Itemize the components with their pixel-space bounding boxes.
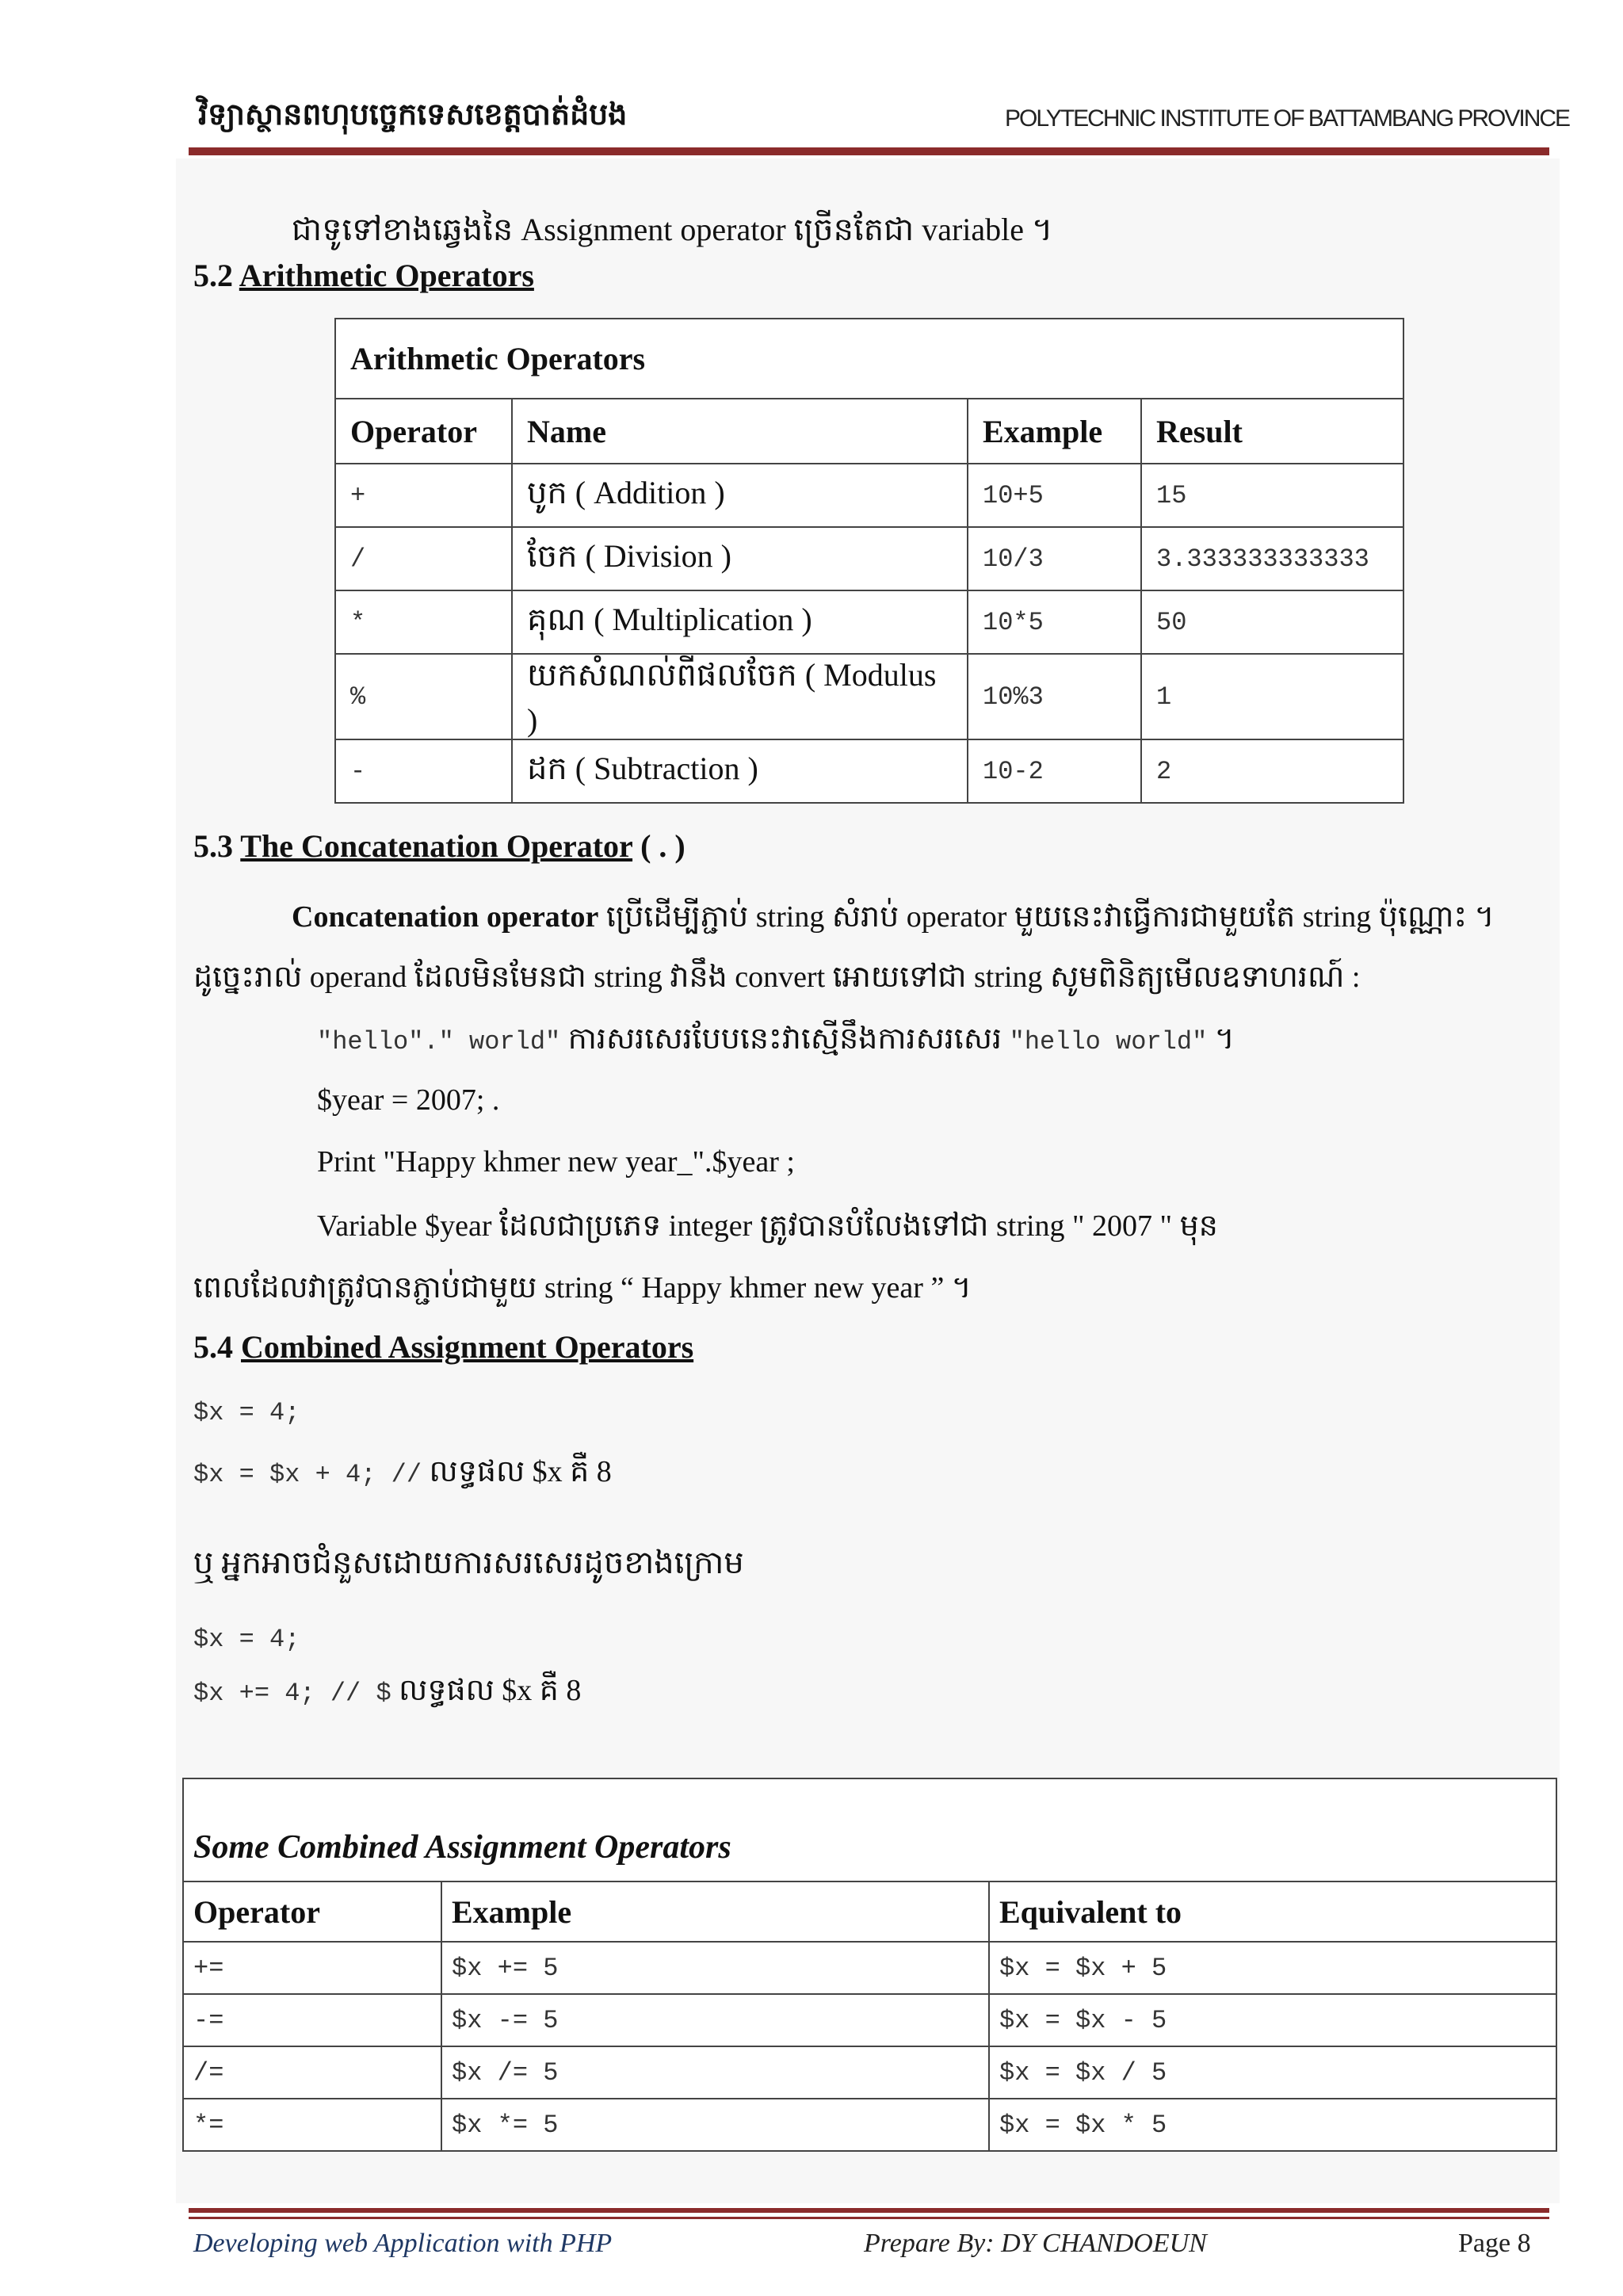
table-row [183,2099,1556,2151]
code-comment-khmer: លទ្ធផល $x គឺ 8 [429,1455,612,1488]
after-line: ពេលដែលវាត្រូវបានភ្ជាប់ជាមួយ string “ Happy khmer new year ” ។ [193,1271,972,1305]
table-caption [183,1778,1556,1881]
table-header: Equivalent to [989,1881,1556,1942]
example-cell: $x *= 5 [441,2099,989,2151]
equivalent-cell: $x = $x / 5 [989,2046,1556,2099]
variable-line: Variable $year ដែលជាប្រភេទ integer ត្រូវបានបំលែងទៅជា string " 2007 " មុន [317,1209,1218,1243]
operator-cell: / [335,527,512,590]
header-khmer-title: វិទ្យាស្ថានពហុបច្ចេកទេសខេត្តបាត់ដំបង [198,98,628,132]
code-snippet: "hello"." world" [317,1027,561,1056]
table-row [335,527,1403,590]
table-header: Name [512,399,968,464]
concat-bold-lead: Concatenation operator [292,900,599,934]
code-line-a1: $x = 4; [193,1398,300,1427]
code-line-a2 [193,1452,612,1496]
table-row [335,739,1403,803]
table-caption: Arithmetic Operators [335,319,1403,399]
equivalent-cell: $x = $x + 5 [989,1942,1556,1994]
table-caption-text: Some Combined Assignment Operators [193,1829,731,1866]
operator-cell: * [335,590,512,654]
code-line-b2 [193,1671,581,1715]
section-title: Combined Assignment Operators [241,1329,694,1365]
header-institute: POLYTECHNIC INSTITUTE OF BATTAMBANG PROVINCE [1005,105,1570,132]
operator-cell: + [335,464,512,527]
combined-assignment-table [182,1778,1557,2152]
table-row [183,2046,1556,2099]
table-header: Example [968,399,1141,464]
table-row [183,1994,1556,2046]
table-header: Example [441,1881,989,1942]
or-line: ឬ អ្នកអាចជំនួសដោយការសរសេរដូចខាងក្រោម [193,1545,744,1580]
intro-line: ជាទូទៅខាងឆ្វេងនៃ Assignment operator ច្រើនតែជា variable ។ [292,212,1053,247]
operator-cell: /= [183,2046,441,2099]
code-snippet: $x += 4; // $ [193,1679,391,1708]
name-cell: បូក ( Addition ) [512,464,968,527]
example-cell: 10/3 [968,527,1141,590]
header-rule [189,147,1549,155]
example-cell: 10+5 [968,464,1141,527]
section-heading-5-3 [193,827,685,865]
year-line: $year = 2007; . [317,1083,500,1117]
result-cell: 3.333333333333 [1141,527,1403,590]
result-cell: 2 [1141,739,1403,803]
table-header: Operator [335,399,512,464]
table-row [335,590,1403,654]
section-number: 5.2 [193,258,233,293]
equivalent-cell: $x = $x - 5 [989,1994,1556,2046]
name-cell: យកសំណល់ពីផលចែក ( Modulus ) [512,654,968,739]
table-row [335,654,1403,739]
code-snippet-result: "hello world" [1009,1027,1208,1056]
operator-cell: += [183,1942,441,1994]
operator-cell: - [335,739,512,803]
khmer-period: ។ [1214,1022,1235,1056]
name-cell: ចែក ( Division ) [512,527,968,590]
name-cell: គុណ ( Multiplication ) [512,590,968,654]
example-cell: $x /= 5 [441,2046,989,2099]
example-cell: 10%3 [968,654,1141,739]
example-cell: 10*5 [968,590,1141,654]
code-snippet: $x = $x + 4; // [193,1460,422,1489]
table-row [335,464,1403,527]
section-title: The Concatenation Operator [240,828,633,864]
result-cell: 15 [1141,464,1403,527]
concat-paragraph-2: ដូច្នេះរាល់ operand ដែលមិនមែនជា string វានឹង convert អោយទៅជា string សូមពិនិត្យមើលឧទាហរណ៍ : [193,961,1361,994]
footer-course: Developing web Application with PHP [193,2229,613,2258]
footer-rule-top [189,2208,1549,2213]
concat-para1-rest: ប្រើដើម្បីភ្ជាប់ string សំរាប់ operator មួយនេះវាធ្វើការជាមួយតែ string ប៉ុណ្ណោះ ។ [605,900,1495,934]
code-comment-khmer: លទ្ធផល $x គឺ 8 [399,1674,582,1707]
footer-page-number: Page 8 [1458,2229,1531,2258]
concat-paragraph-1 [292,897,1495,942]
section-number: 5.4 [193,1329,233,1365]
arithmetic-table [334,318,1404,804]
table-row [183,1942,1556,1994]
operator-cell: -= [183,1994,441,2046]
section-heading-5-2 [193,257,534,294]
equivalent-cell: $x = $x * 5 [989,2099,1556,2151]
footer-author: Prepare By: DY CHANDOEUN [864,2229,1207,2258]
section-heading-5-4 [193,1328,693,1366]
code-line-b1: $x = 4; [193,1625,300,1654]
table-header: Result [1141,399,1403,464]
footer-rule-bottom [189,2217,1549,2219]
result-cell: 50 [1141,590,1403,654]
example-cell: $x += 5 [441,1942,989,1994]
example-cell: $x -= 5 [441,1994,989,2046]
name-cell: ដក ( Subtraction ) [512,739,968,803]
operator-cell: *= [183,2099,441,2151]
section-number: 5.3 [193,828,233,864]
result-cell: 1 [1141,654,1403,739]
concat-code-line [317,1019,1235,1064]
example-cell: 10-2 [968,739,1141,803]
print-line: Print "Happy khmer new year_".$year ; [317,1145,795,1179]
operator-cell: % [335,654,512,739]
table-header: Operator [183,1881,441,1942]
section-title: Arithmetic Operators [239,258,534,293]
code-explanation: ការសរសេរបែបនេះវាស្មើនឹងការសរសេរ [567,1022,1002,1056]
section-suffix: ( . ) [640,828,685,864]
